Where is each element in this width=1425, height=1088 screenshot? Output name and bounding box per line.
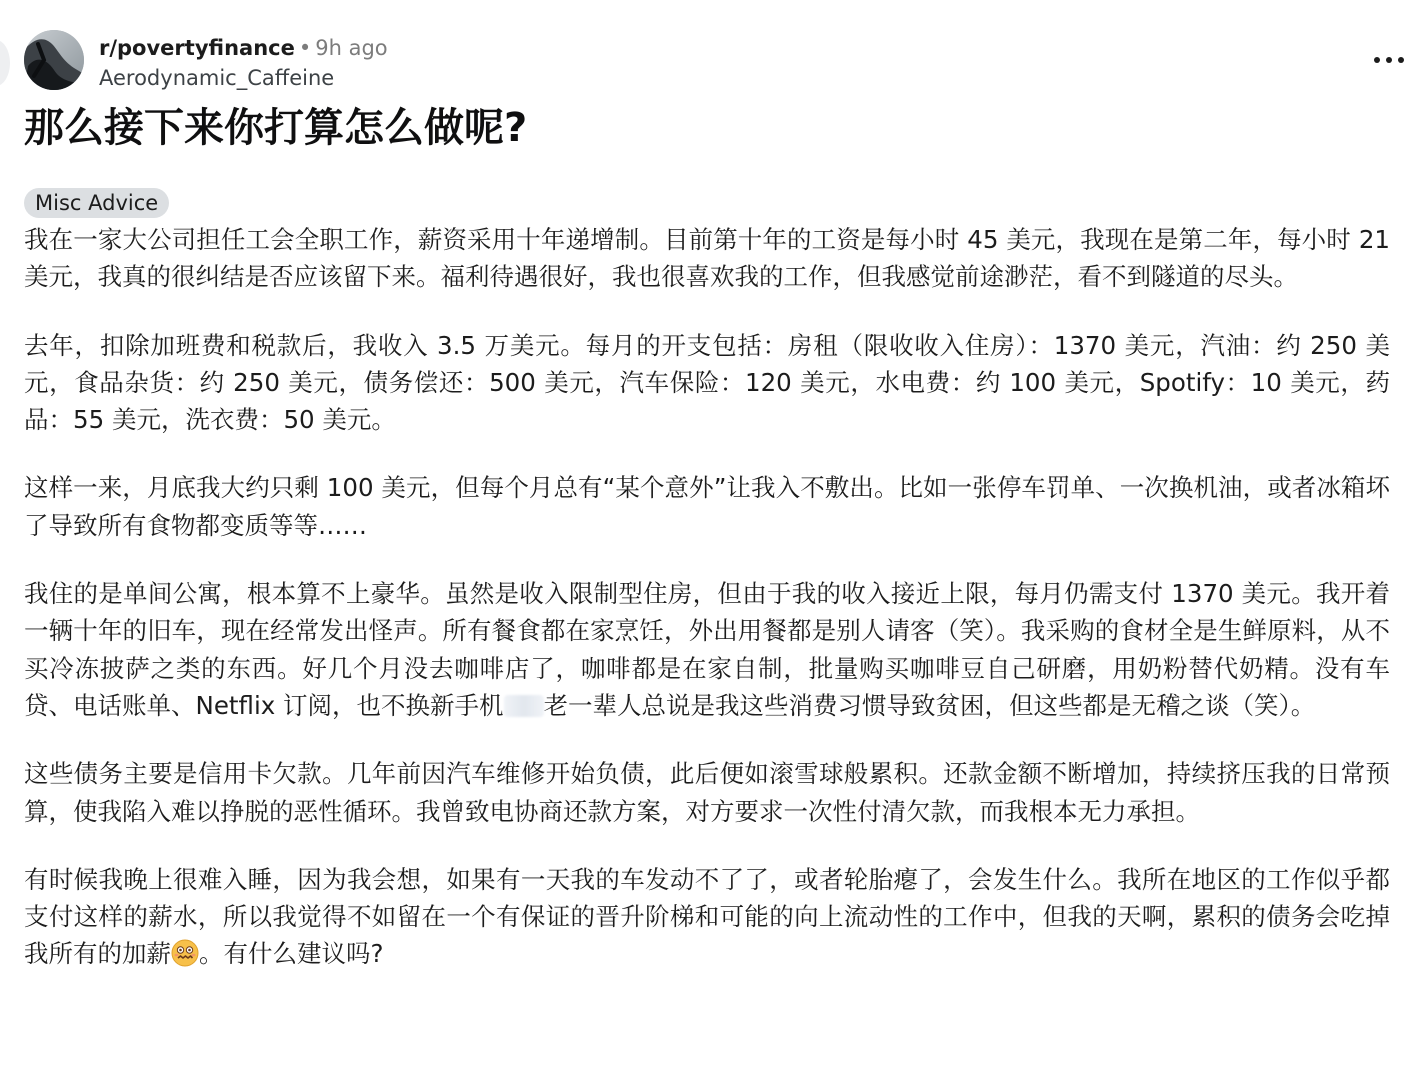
more-options-icon[interactable] bbox=[1374, 50, 1404, 70]
author-username[interactable]: Aerodynamic_Caffeine bbox=[99, 66, 335, 90]
post-meta bbox=[99, 34, 388, 92]
post-time: 9h ago bbox=[315, 36, 388, 60]
post-body bbox=[24, 221, 1390, 1004]
body-paragraph-1: 我在一家大公司担任工会全职工作，薪资采用十年递增制。目前第十年的工资是每小时 45 美元，我现在是第二年，每小时 21 美元，我真的很纠结是否应该留下来。福利待遇很好，我也很喜欢我的工作，但我感觉前途渺茫，看不到隧道的尽头。 bbox=[24, 225, 1390, 292]
subreddit-avatar[interactable] bbox=[24, 30, 84, 90]
body-paragraph-3: 这样一来，月底我大约只剩 100 美元，但每个月总有“某个意外”让我入不敷出。比如一张停车罚单、一次换机油，或者冰箱坏了导致所有食物都变质等等…… bbox=[24, 473, 1390, 540]
subreddit-link[interactable]: r/povertyfinance bbox=[99, 36, 295, 60]
post-flair[interactable]: Misc Advice bbox=[24, 188, 169, 218]
woozy-face-emoji-icon bbox=[171, 939, 199, 967]
paragraph-4-text-a: 我住的是单间公寓，根本算不上豪华。虽然是收入限制型住房，但由于我的收入接近上限，每月仍需支付 1370 美元。我开着一辆十年的旧车，现在经常发出怪声。所有餐食都在家烹饪，外出用餐都是别人请客（笑）。我采购的食材全是生鲜原料，从不买冷冻披萨之类的东西。好几个月没去咖啡店了，咖啡都是在家自制，批量购买咖啡豆自己研磨，用奶粉替代奶精。没有车贷、电话账单、Netflix 订阅，也不换新手机 bbox=[24, 579, 1390, 720]
paragraph-4-text-b: 老一辈人总说是我这些消费习惯导致贫困，但这些都是无稽之谈（笑）。 bbox=[543, 690, 1316, 720]
paragraph-6-text-a: 有时候我晚上很难入睡，因为我会想，如果有一天我的车发动不了了，或者轮胎瘪了，会发生什么。我所在地区的工作似乎都支付这样的薪水，所以我觉得不如留在一个有保证的晋升阶梯和可能的向上流动性的工作中，但我的天啊，累积的债务会吃掉我所有的加薪 bbox=[24, 864, 1390, 969]
left-edge-avatar-fragment bbox=[0, 40, 10, 86]
meta-separator: • bbox=[298, 36, 312, 60]
body-paragraph-4 bbox=[24, 575, 1390, 724]
post-title[interactable]: 那么接下来你打算怎么做呢? bbox=[24, 105, 528, 151]
body-paragraph-5: 这些债务主要是信用卡欠款。几年前因汽车维修开始负债，此后便如滚雪球般累积。还款金额不断增加，持续挤压我的日常预算，使我陷入难以挣脱的恶性循环。我曾致电协商还款方案，对方要求一次性付清欠款，而我根本无力承担。 bbox=[24, 759, 1390, 826]
body-paragraph-2: 去年，扣除加班费和税款后，我收入 3.5 万美元。每月的开支包括：房租（限收收入住房）：1370 美元，汽油：约 250 美元，食品杂货：约 250 美元，债务偿还：500 美元，汽车保险：120 美元，水电费：约 100 美元，Spotify：10 美元，药品：55 美元，洗衣费：50 美元。 bbox=[24, 330, 1390, 435]
body-paragraph-6 bbox=[24, 861, 1390, 973]
avatar-image-icon bbox=[24, 30, 84, 90]
blurred-text bbox=[504, 695, 544, 717]
paragraph-6-text-b: 。有什么建议吗? bbox=[199, 939, 384, 969]
post-header bbox=[24, 30, 1404, 92]
